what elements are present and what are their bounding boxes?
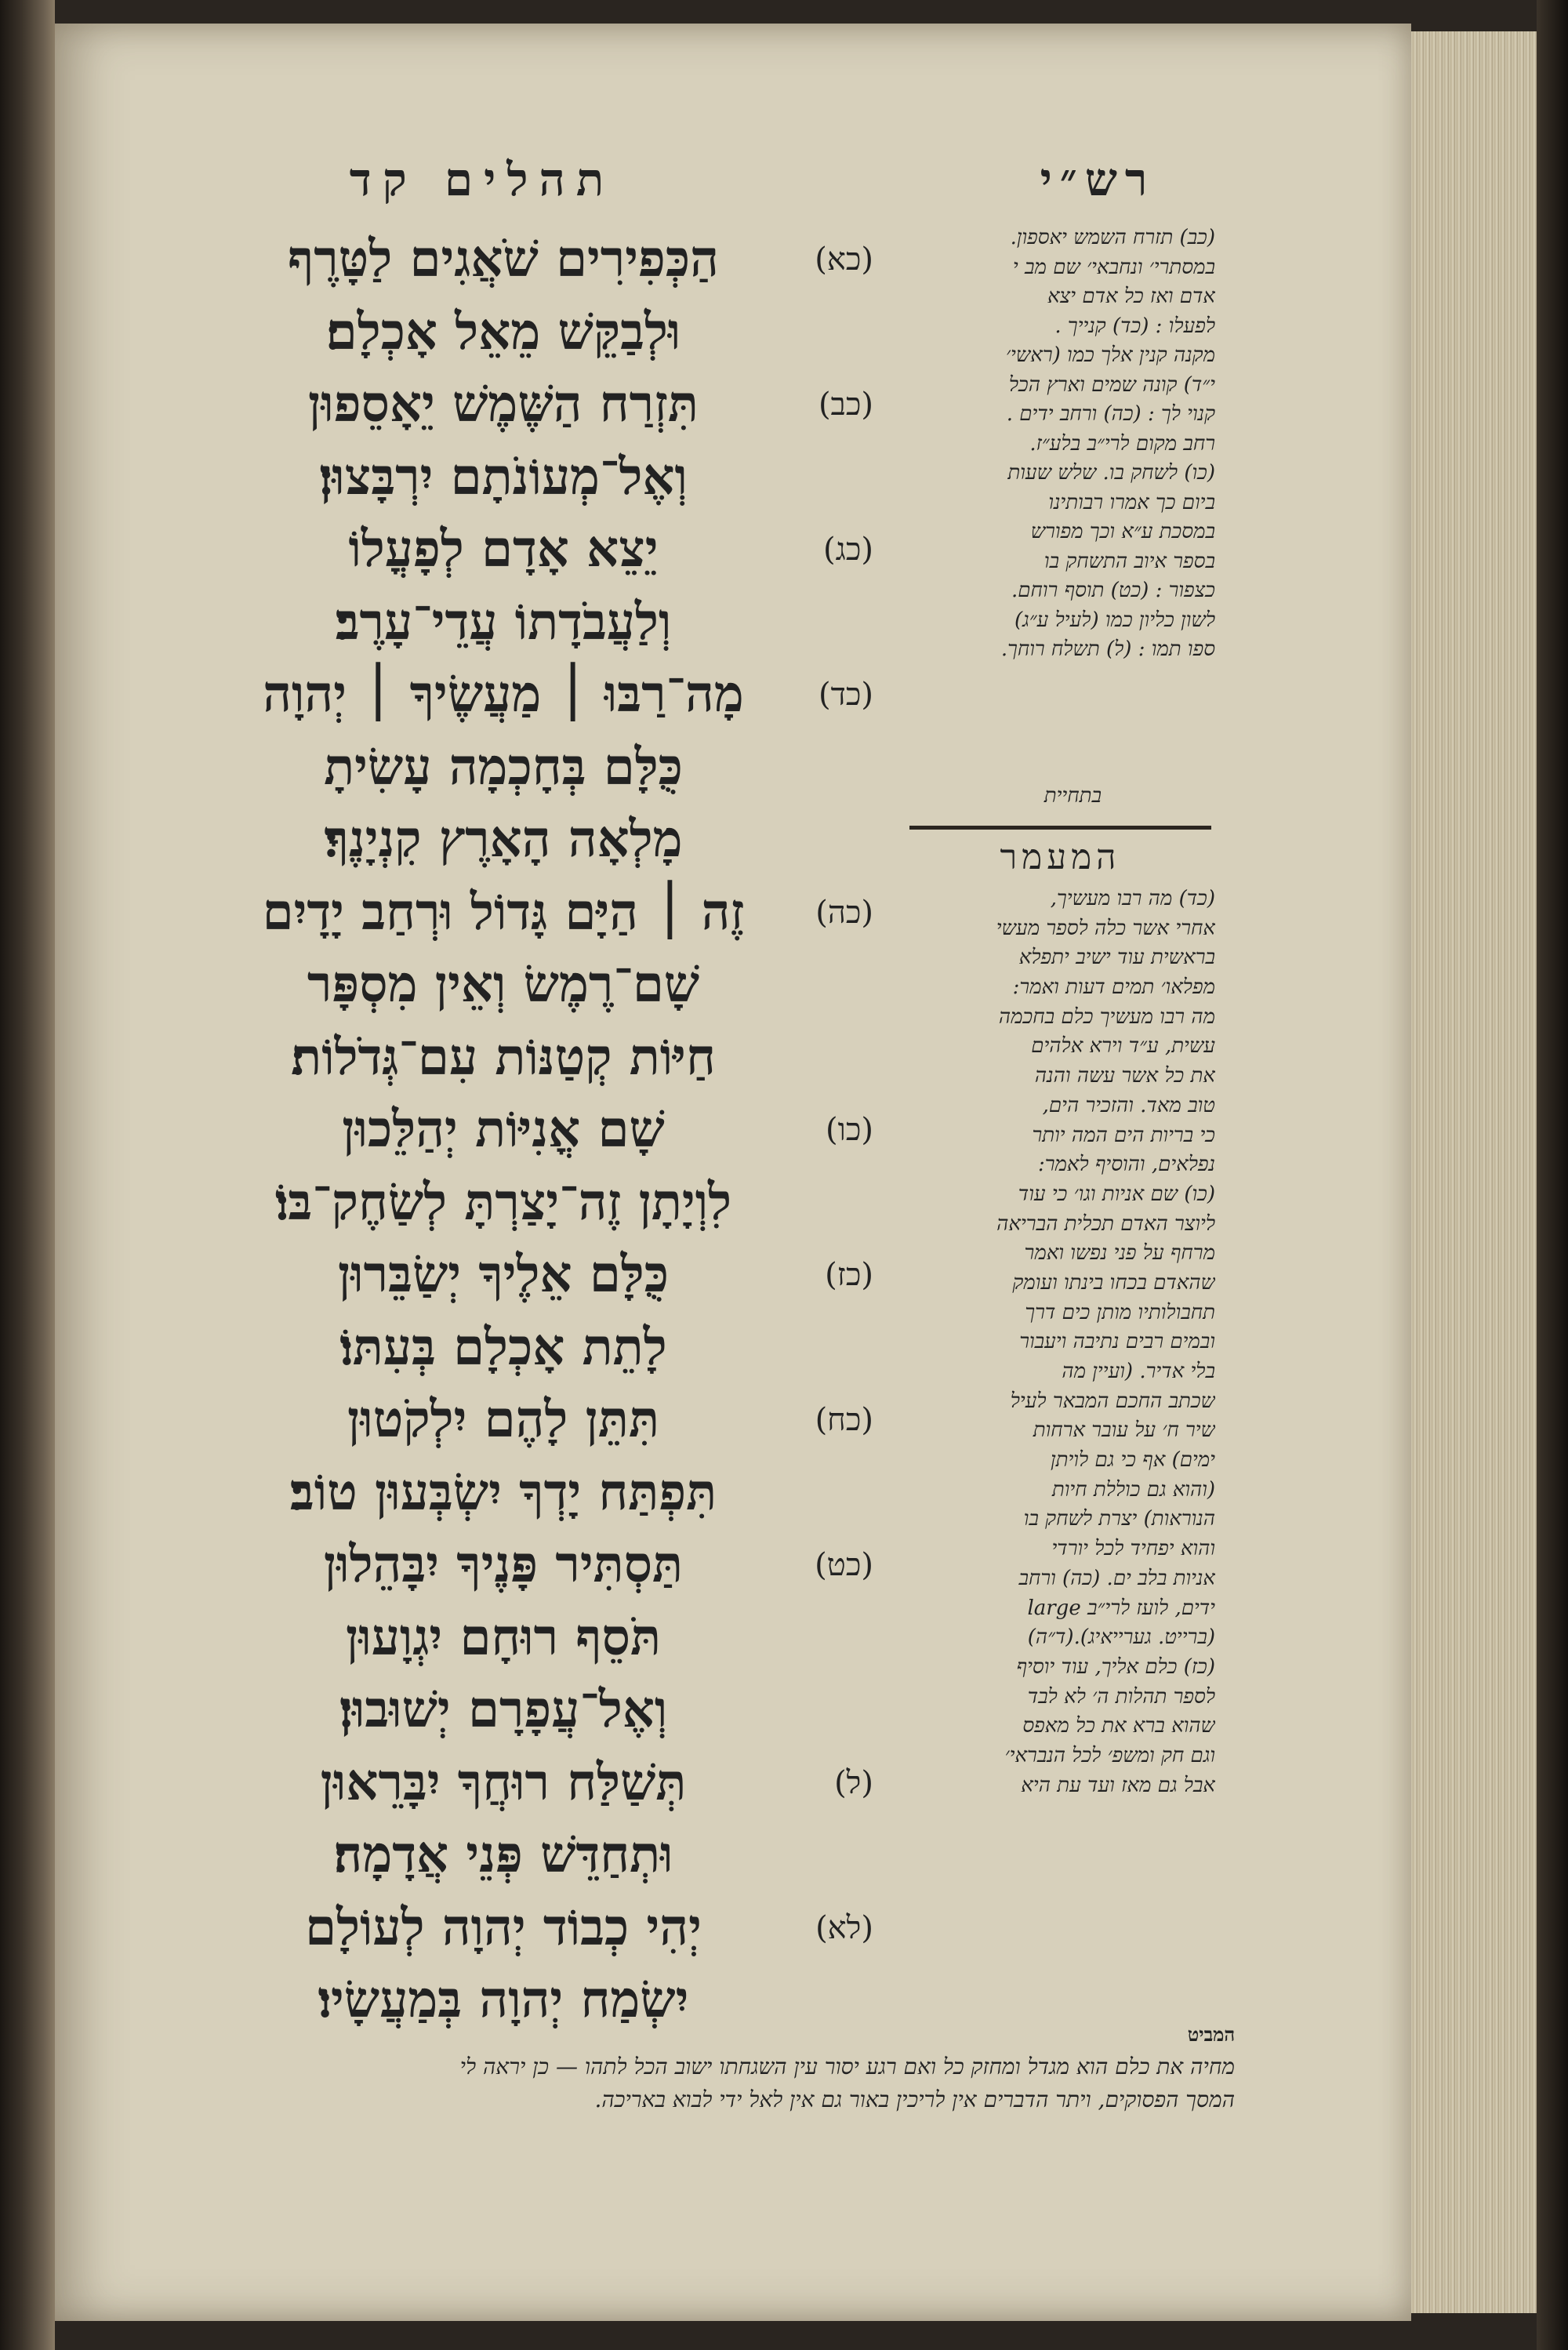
verse-line xyxy=(235,1312,878,1385)
verse-line xyxy=(235,223,878,296)
rashi-line: (כב) תזרח השמש יאספון. xyxy=(1010,226,1215,249)
hameamar-line: שיר ח׳ על עובר ארחות xyxy=(1033,1418,1215,1443)
verse-number: (לא) xyxy=(815,1909,873,1946)
hameamar-line: בראשית עוד ישיב יתפלא xyxy=(1018,946,1215,970)
verse-text: מָה־רַבּוּ ׀ מַעֲשֶׂיךָ ׀ יְהוָה xyxy=(263,665,744,725)
rashi-line: ביום כך אמרו רבותינו xyxy=(1048,490,1215,514)
verse-text: הַכְּפִירִים שֹׁאֲגִים לַטָּרֶף xyxy=(288,230,719,289)
verse-number: (כה) xyxy=(815,894,873,931)
verse-text: זֶה ׀ הַיָּם גָּדוֹל וּרְחַב יָדָיִם xyxy=(262,882,745,942)
page-header-rashi: רש״י xyxy=(1040,153,1156,206)
rashi-line: י״ד) קונה שמים וארץ הכל xyxy=(1008,372,1215,397)
verse-line xyxy=(235,1384,878,1457)
verse-line xyxy=(235,1167,878,1240)
hamabit-line: המסך הפסוקים, ויתר הדברים אין לריכין באור גם אין לאל ידי לבוא באריכה. xyxy=(594,2087,1235,2112)
verse-line xyxy=(235,659,878,732)
verse-line xyxy=(235,1674,878,1747)
hameamar-line: אבל גם מאז ועד עת היא xyxy=(1021,1773,1215,1797)
verse-text: תֹּסֵף רוּחָם יִגְוָעוּן xyxy=(346,1607,661,1667)
hameamar-line: הנוראות) יצרת לשחק בו xyxy=(1023,1507,1215,1531)
verse-text: וְלַעֲבֹדָתוֹ עֲדֵי־עָרֶב׃ xyxy=(335,592,672,652)
verse-line xyxy=(235,1022,878,1095)
hamabit-line: מחיה את כלם הוא מגדל ומחזק כל ואם רגע יסור עין השגחתו ישוב הכל לתהו — כן יראה לי xyxy=(459,2054,1235,2079)
hameamar-line: נפלאים, והוסיף לאמר: xyxy=(1037,1153,1215,1177)
verse-text: חַיּוֹת קְטַנּוֹת עִם־גְּדֹלוֹת׃ xyxy=(291,1027,716,1087)
page-edges-right xyxy=(1411,31,1537,2313)
rashi-line: רחב מקום לרי״ב בלע״ז. xyxy=(1029,431,1215,456)
verse-text: יֵצֵא אָדָם לְפָעֳלוֹ xyxy=(348,520,659,579)
verse-number: (כח) xyxy=(815,1402,873,1439)
verse-text: תִּפְתַּח יָדְךָ יִשְׂבְּעוּן טוֹב׃ xyxy=(289,1462,717,1522)
hameamar-line: מפלאו׳ תמים דעות ואמר: xyxy=(1012,975,1215,1000)
hameamar-line: את כל אשר עשה והנה xyxy=(1034,1064,1215,1088)
verse-line xyxy=(235,1529,878,1602)
rashi-line: ספו תמו : (ל) תשלח רוחך. xyxy=(1000,637,1215,661)
rashi-line: בספר איוב התשחק בו xyxy=(1044,549,1215,573)
hameamar-line: שכתב החכם המבאר לעיל xyxy=(1010,1389,1215,1413)
verse-line xyxy=(235,587,878,659)
verse-number: (כו) xyxy=(826,1112,873,1149)
verse-number: (כד) xyxy=(818,677,873,714)
verse-line xyxy=(235,1819,878,1892)
rashi-commentary xyxy=(906,223,1215,665)
hameamar-line: כי בריות הים המה יותר xyxy=(1032,1123,1215,1147)
hameamar-line: (והוא גם כוללת חיות xyxy=(1051,1477,1215,1502)
verse-text: תִּתֵּן לָהֶם יִלְקֹטוּן xyxy=(347,1390,659,1450)
verse-text: לִוְיָתָן זֶה־יָצַרְתָּ לְשַׂחֶק־בּוֹ׃ xyxy=(274,1172,732,1232)
hameamar-line: עשית, ע״ד וירא אלהים xyxy=(1031,1034,1215,1059)
verse-text: יְהִי כְבוֹד יְהוָה לְעוֹלָם xyxy=(305,1898,702,1957)
hameamar-line: (כו) שם אניות וגו׳ כי עוד xyxy=(1018,1182,1215,1206)
hameamar-line: שהוא ברא את כל מאפס xyxy=(1022,1714,1215,1738)
hameamar-line: מרחף על פני נפשו ואמר xyxy=(1024,1241,1215,1266)
verse-line xyxy=(235,1239,878,1312)
rashi-line: אדם ואז כל אדם יצא xyxy=(1047,285,1215,308)
verse-text: וּתְחַדֵּשׁ פְּנֵי אֲדָמָה׃ xyxy=(333,1825,673,1885)
verse-number: (כז) xyxy=(825,1257,873,1294)
rashi-line: קנוי לך : (כה) ורחב ידים . xyxy=(1006,402,1215,426)
verse-line xyxy=(235,369,878,441)
hameamar-line: אניות בלב ים. (כה) ורחב xyxy=(1018,1566,1215,1590)
verse-line xyxy=(235,804,878,877)
verse-number: (כג) xyxy=(823,532,873,568)
hameamar-line: (ברייט. גערייאיג).(ד״ה) xyxy=(1027,1625,1215,1650)
verse-line xyxy=(235,949,878,1022)
verse-line xyxy=(235,514,878,587)
hamabit-label: המביט xyxy=(1187,2023,1236,2046)
hameamar-line: ידים, לועז לרי״ב large xyxy=(1027,1596,1215,1620)
verse-text: תְּשַׁלַּח רוּחֲךָ יִבָּרֵאוּן xyxy=(320,1753,687,1812)
verse-text: לָתֵת אָכְלָם בְּעִתּוֹ׃ xyxy=(339,1317,667,1377)
hameamar-commentary xyxy=(906,884,1215,1800)
page-header-psalms: תהלים קד xyxy=(349,153,615,206)
column-divider-rule xyxy=(909,826,1211,830)
verse-text: שָׁם־רֶמֶשׂ וְאֵין מִסְפָּר xyxy=(307,955,700,1015)
verse-text: תַּסְתִּיר פָּנֶיךָ יִבָּהֵלוּן xyxy=(323,1535,684,1595)
hameamar-line: ליוצר האדם תכלית הבריאה xyxy=(996,1211,1215,1236)
rashi-line: מקנה קנין אלך כמו (ראשי׳ xyxy=(1006,343,1215,367)
verse-text: כֻּלָּם אֵלֶיךָ יְשַׂבֵּרוּן xyxy=(337,1245,670,1305)
rashi-line: במסכת ע״א וכך מפורש xyxy=(1030,520,1215,543)
verse-line xyxy=(235,1964,878,2037)
hameamar-line: שהאדם בכחו בינתו ועומק xyxy=(1012,1270,1215,1295)
verse-text: שָׁם אֳנִיּוֹת יְהַלֵּכוּן xyxy=(342,1100,665,1160)
hameamar-title: המעמר xyxy=(1000,837,1121,877)
verse-line xyxy=(235,1602,878,1675)
verse-number: (כב) xyxy=(818,387,873,423)
verse-line xyxy=(235,1094,878,1167)
hameamar-line: אחרי אשר כלה לספר מעשי xyxy=(996,916,1215,940)
rashi-line: לפעלו : (כד) קנייך . xyxy=(1054,314,1215,338)
verse-number: (ל) xyxy=(834,1764,873,1801)
hameamar-line: (כד) מה רבו מעשיך, xyxy=(1050,887,1215,910)
verse-text: וְאֶל־מְעוֹנֹתָם יִרְבָּצוּן׃ xyxy=(319,447,688,507)
verse-line xyxy=(235,877,878,950)
book-binding-left xyxy=(0,0,55,2350)
hameamar-line: ימים) אף כי גם לויתן xyxy=(1051,1448,1215,1473)
rashi-line: (כו) לשחק בו. שלש שעות xyxy=(1007,461,1215,485)
rashi-line: במסתרי׳ ונחבאי׳ שם מב י xyxy=(1012,255,1215,279)
verse-text: וְאֶל־עֲפָרָם יְשׁוּבוּן׃ xyxy=(339,1680,668,1740)
book-cover-right xyxy=(1537,0,1568,2350)
verse-line xyxy=(235,1457,878,1530)
rashi-signoff: בתחיית xyxy=(1044,784,1102,808)
hameamar-line: בלי אדיר. (ועיין מה xyxy=(1062,1360,1215,1383)
hameamar-line: מה רבו מעשיך כלם בחכמה xyxy=(998,1004,1215,1029)
hamabit-footnote xyxy=(145,2050,1235,2116)
rashi-line: לשון כליון כמו (לעיל ע״ג) xyxy=(1014,608,1215,632)
hameamar-line: וגם חק ומשפ׳ לכל הנבראי׳ xyxy=(1004,1743,1215,1767)
hameamar-line: והוא יפחיד לכל יורדי xyxy=(1051,1537,1215,1561)
verse-line xyxy=(235,296,878,369)
verse-text: מָלְאָה הָאָרֶץ קִנְיָנֶךָ׃ xyxy=(324,810,683,870)
verse-line xyxy=(235,1747,878,1820)
verse-line xyxy=(235,1892,878,1965)
verse-text: תִּזְרַח הַשֶּׁמֶשׁ יֵאָסֵפוּן xyxy=(308,375,699,434)
verse-text: יִשְׂמַח יְהוָה בְּמַעֲשָׂיו׃ xyxy=(318,1970,689,2030)
hameamar-line: (כז) כלם אליך, עוד יוסיף xyxy=(1016,1654,1215,1679)
verse-line xyxy=(235,732,878,805)
verse-text: כֻּלָּם בְּחָכְמָה עָשִׂיתָ xyxy=(324,737,683,797)
rashi-line: כצפור : (כט) תוסף רוחם. xyxy=(1011,579,1215,602)
verse-line xyxy=(235,441,878,514)
verse-number: (כא) xyxy=(815,242,873,278)
verse-text: וּלְבַקֵּשׁ מֵאֵל אָכְלָם׃ xyxy=(325,302,681,361)
verse-number: (כט) xyxy=(815,1547,873,1584)
hameamar-line: תחבולותיו מותן כים דרך xyxy=(1025,1300,1215,1324)
hameamar-line: ובמים רבים נתיבה ויעבור xyxy=(1019,1330,1215,1354)
hameamar-line: טוב מאד. והזכיר הים, xyxy=(1042,1093,1215,1117)
psalm-verses-column xyxy=(235,223,878,2037)
hameamar-line: לספר תהלות ה׳ לא לבד xyxy=(1027,1684,1215,1709)
